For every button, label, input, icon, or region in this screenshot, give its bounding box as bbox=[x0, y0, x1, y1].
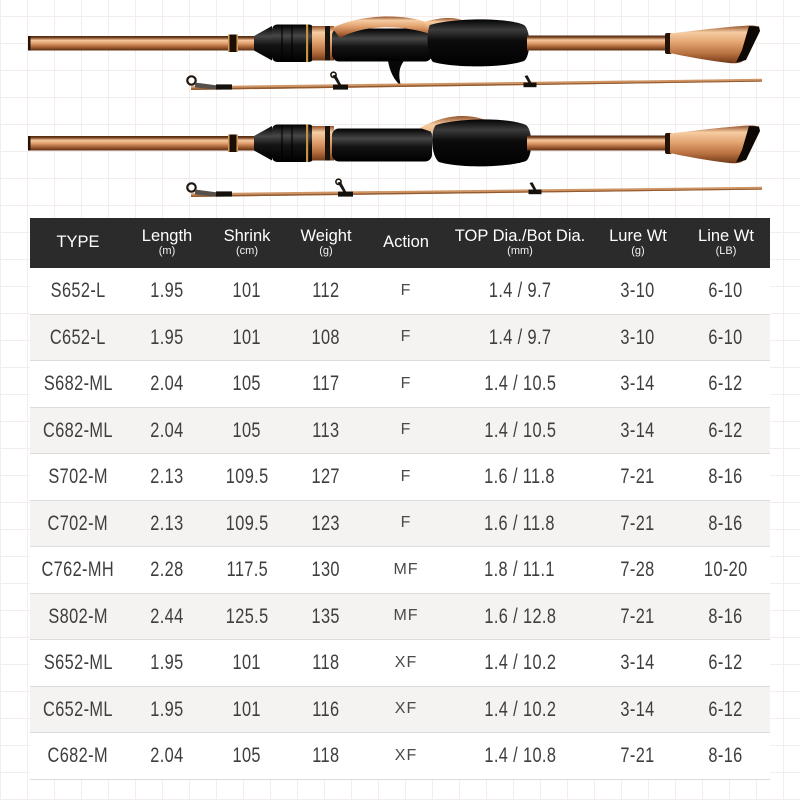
column-header-type: TYPE bbox=[56, 233, 100, 252]
spec-cell-length: 2.13 bbox=[150, 510, 184, 535]
spec-cell-line-wt: 6-12 bbox=[708, 650, 744, 675]
column-header-weight: Weight (g) bbox=[300, 227, 352, 258]
spec-cell-shrink: 125.5 bbox=[225, 603, 269, 628]
spec-cell-shrink: 105 bbox=[232, 371, 262, 396]
spec-cell-shrink: 117.5 bbox=[226, 557, 268, 582]
spec-table bbox=[30, 218, 770, 780]
spec-cell-type: S652-L bbox=[50, 278, 106, 303]
spec-cell-line-wt: 8-16 bbox=[708, 464, 744, 489]
spec-cell-weight: 118 bbox=[312, 650, 340, 675]
spec-cell-action: XF bbox=[394, 653, 418, 671]
spec-cell-line-wt: 6-10 bbox=[708, 278, 744, 303]
spinning-rod-image bbox=[28, 116, 760, 166]
table-row bbox=[30, 361, 770, 408]
spec-cell-weight: 112 bbox=[312, 278, 340, 303]
spec-cell-type: S702-M bbox=[48, 464, 108, 489]
spec-cell-type: S802-M bbox=[48, 603, 108, 628]
spec-cell-action: XF bbox=[394, 700, 418, 718]
spec-cell-action: F bbox=[400, 421, 412, 439]
spec-cell-weight: 118 bbox=[312, 743, 340, 768]
spec-cell-type: C682-M bbox=[47, 743, 109, 768]
spec-cell-lure-wt: 7-21 bbox=[620, 464, 656, 489]
spec-cell-shrink: 109.5 bbox=[225, 464, 269, 489]
spec-cell-line-wt: 6-12 bbox=[708, 696, 744, 721]
spec-cell-action: MF bbox=[393, 607, 419, 625]
spec-cell-line-wt: 8-16 bbox=[708, 603, 744, 628]
spec-cell-diameter: 1.4 / 10.2 bbox=[484, 696, 556, 721]
column-header-length: Length (m) bbox=[141, 227, 193, 258]
spec-cell-type: C652-ML bbox=[43, 696, 113, 721]
spec-cell-lure-wt: 3-14 bbox=[620, 371, 656, 396]
spec-cell-shrink: 101 bbox=[232, 696, 262, 721]
spec-cell-shrink: 101 bbox=[232, 324, 262, 349]
table-row bbox=[30, 594, 770, 641]
spec-cell-shrink: 105 bbox=[232, 743, 262, 768]
spec-cell-length: 1.95 bbox=[150, 696, 184, 721]
spec-cell-length: 1.95 bbox=[150, 650, 184, 675]
spec-cell-line-wt: 8-16 bbox=[708, 510, 744, 535]
spare-tip-section-2 bbox=[187, 179, 762, 197]
column-header-action: Action bbox=[383, 233, 429, 252]
column-header-diameter: TOP Dia./Bot Dia. (mm) bbox=[454, 227, 586, 258]
spec-cell-diameter: 1.6 / 11.8 bbox=[484, 464, 556, 489]
table-row bbox=[30, 268, 770, 315]
spec-cell-lure-wt: 3-10 bbox=[620, 278, 656, 303]
spec-cell-type: C652-L bbox=[50, 324, 106, 349]
spec-cell-line-wt: 6-10 bbox=[708, 324, 744, 349]
spec-cell-action: MF bbox=[393, 560, 419, 578]
table-body bbox=[30, 268, 770, 780]
spec-cell-diameter: 1.4 / 10.5 bbox=[484, 371, 556, 396]
spec-cell-shrink: 101 bbox=[232, 278, 262, 303]
spec-cell-weight: 108 bbox=[311, 324, 341, 349]
column-header-shrink: Shrink (cm) bbox=[223, 227, 271, 258]
column-header-lure-weight: Lure Wt (g) bbox=[609, 227, 667, 258]
product-rods-image bbox=[0, 0, 800, 216]
spec-cell-weight: 116 bbox=[312, 696, 340, 721]
table-row bbox=[30, 501, 770, 548]
spec-cell-shrink: 105 bbox=[232, 417, 262, 442]
spec-cell-weight: 135 bbox=[311, 603, 341, 628]
spec-cell-lure-wt: 3-14 bbox=[620, 696, 656, 721]
spec-cell-lure-wt: 7-21 bbox=[620, 510, 656, 535]
spec-cell-weight: 117 bbox=[312, 371, 340, 396]
spec-cell-length: 2.04 bbox=[150, 743, 184, 768]
table-row bbox=[30, 408, 770, 455]
spec-cell-weight: 113 bbox=[312, 417, 340, 442]
spec-cell-line-wt: 6-12 bbox=[708, 371, 744, 396]
spec-cell-length: 1.95 bbox=[150, 278, 184, 303]
spec-cell-type: S652-ML bbox=[43, 650, 113, 675]
spec-cell-action: F bbox=[400, 514, 412, 532]
spec-cell-action: XF bbox=[394, 746, 418, 764]
spec-cell-shrink: 101 bbox=[232, 650, 262, 675]
spec-cell-length: 1.95 bbox=[150, 324, 184, 349]
spec-cell-type: C702-M bbox=[47, 510, 109, 535]
spec-cell-type: C682-ML bbox=[43, 417, 113, 442]
spec-cell-diameter: 1.6 / 12.8 bbox=[484, 603, 556, 628]
spec-cell-type: C762-MH bbox=[41, 557, 115, 582]
spec-cell-action: F bbox=[400, 328, 412, 346]
spec-cell-diameter: 1.4 / 10.5 bbox=[484, 417, 556, 442]
spec-cell-lure-wt: 3-10 bbox=[620, 324, 656, 349]
table-header-row bbox=[30, 218, 770, 268]
spec-cell-action: F bbox=[400, 467, 412, 485]
spec-cell-type: S682-ML bbox=[43, 371, 113, 396]
spec-cell-diameter: 1.4 / 9.7 bbox=[488, 324, 552, 349]
table-row bbox=[30, 733, 770, 780]
table-row bbox=[30, 640, 770, 687]
spec-cell-diameter: 1.4 / 10.2 bbox=[484, 650, 556, 675]
spec-cell-line-wt: 10-20 bbox=[704, 557, 748, 582]
spec-cell-diameter: 1.8 / 11.1 bbox=[484, 557, 556, 582]
table-row bbox=[30, 454, 770, 501]
spec-cell-line-wt: 8-16 bbox=[708, 743, 744, 768]
spec-cell-shrink: 109.5 bbox=[225, 510, 269, 535]
spec-cell-length: 2.28 bbox=[150, 557, 184, 582]
spec-cell-line-wt: 6-12 bbox=[708, 417, 744, 442]
casting-rod-image bbox=[28, 16, 760, 86]
spec-cell-lure-wt: 7-21 bbox=[620, 603, 656, 628]
spec-cell-lure-wt: 7-28 bbox=[620, 557, 656, 582]
spec-cell-diameter: 1.4 / 10.8 bbox=[484, 743, 556, 768]
spec-cell-weight: 123 bbox=[311, 510, 341, 535]
spec-cell-diameter: 1.4 / 9.7 bbox=[488, 278, 552, 303]
column-header-line-weight: Line Wt (LB) bbox=[698, 227, 754, 258]
spec-cell-length: 2.04 bbox=[150, 371, 184, 396]
spec-cell-length: 2.13 bbox=[150, 464, 184, 489]
spec-cell-length: 2.04 bbox=[150, 417, 184, 442]
spec-cell-lure-wt: 3-14 bbox=[620, 417, 656, 442]
spec-cell-weight: 127 bbox=[311, 464, 341, 489]
spec-cell-length: 2.44 bbox=[150, 603, 184, 628]
spec-cell-lure-wt: 7-21 bbox=[620, 743, 656, 768]
spec-cell-lure-wt: 3-14 bbox=[620, 650, 656, 675]
table-row bbox=[30, 315, 770, 362]
spec-cell-weight: 130 bbox=[311, 557, 341, 582]
spec-cell-diameter: 1.6 / 11.8 bbox=[484, 510, 556, 535]
table-row bbox=[30, 687, 770, 734]
spare-tip-section-1 bbox=[187, 72, 762, 90]
table-row bbox=[30, 547, 770, 594]
spec-cell-action: F bbox=[400, 374, 412, 392]
spec-cell-action: F bbox=[400, 281, 412, 299]
